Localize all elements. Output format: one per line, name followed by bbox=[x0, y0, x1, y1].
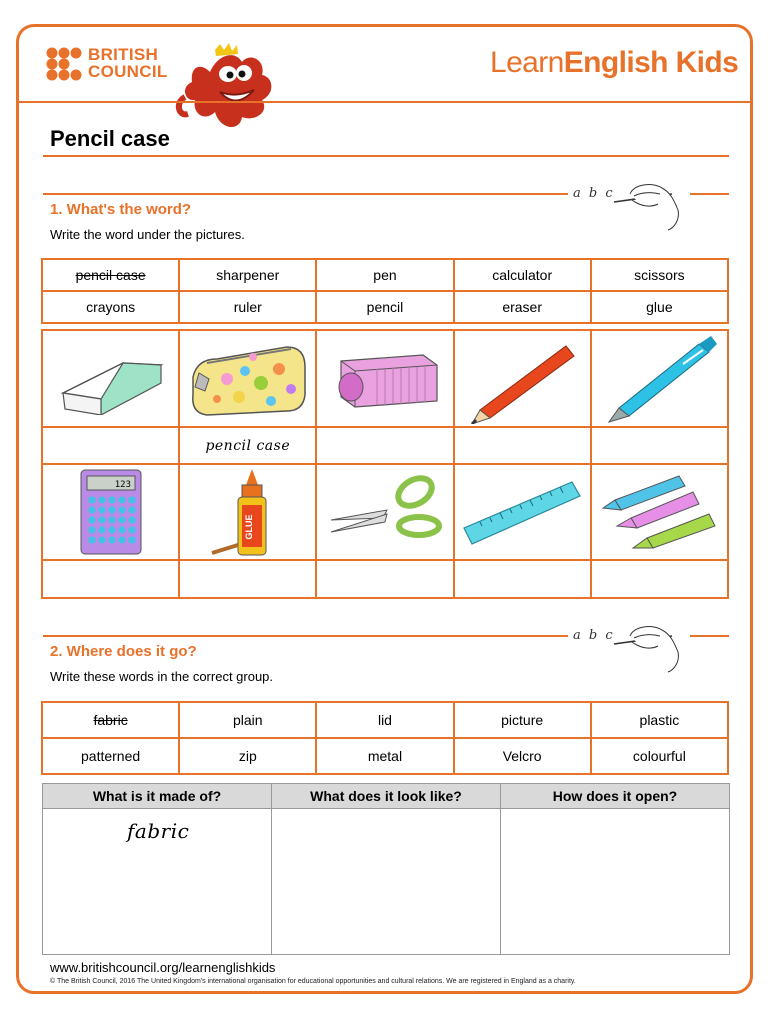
section2-word-bank bbox=[41, 701, 729, 775]
picture-cell bbox=[454, 464, 591, 560]
writing-hand-icon bbox=[612, 622, 682, 674]
word-bank-item: metal bbox=[316, 738, 453, 774]
section2-instruction: Write these words in the correct group. bbox=[50, 669, 274, 684]
word-bank-item: crayons bbox=[42, 291, 179, 323]
picture-cell bbox=[179, 464, 316, 560]
ruler-icon bbox=[460, 474, 584, 550]
british-council-wordmark bbox=[88, 46, 168, 80]
section1-word-bank bbox=[41, 258, 729, 324]
picture-cell bbox=[316, 464, 453, 560]
word-bank-item: plastic bbox=[591, 702, 728, 738]
group-header: What does it look like? bbox=[272, 784, 501, 809]
crayons-icon bbox=[597, 472, 721, 552]
sharpener-icon bbox=[327, 347, 442, 411]
abc-decoration-2: a b c bbox=[573, 628, 615, 643]
eraser-icon bbox=[53, 343, 168, 415]
header-divider bbox=[19, 101, 750, 103]
section1-picture-table bbox=[41, 329, 729, 599]
section2-rule-right bbox=[690, 635, 729, 637]
picture-cell bbox=[591, 464, 728, 560]
answer-cell[interactable] bbox=[316, 427, 453, 464]
answer-cell[interactable] bbox=[316, 560, 453, 598]
group-header: How does it open? bbox=[501, 784, 730, 809]
section1-rule-left bbox=[43, 193, 568, 195]
picture-cell bbox=[179, 330, 316, 427]
picture-cell bbox=[42, 464, 179, 560]
scissors-icon bbox=[323, 474, 447, 550]
pencil-case-icon bbox=[187, 339, 309, 419]
word-bank-item: colourful bbox=[591, 738, 728, 774]
british-council-logo-icon bbox=[46, 47, 82, 81]
section2-heading: 2. Where does it go? bbox=[50, 643, 197, 660]
section1-heading: 1. What's the word? bbox=[50, 201, 192, 218]
word-bank-item: eraser bbox=[454, 291, 591, 323]
word-bank-item: lid bbox=[316, 702, 453, 738]
groups-table bbox=[42, 783, 730, 955]
glue-label: GLUE bbox=[243, 514, 254, 540]
calculator-display: 123 bbox=[114, 480, 131, 490]
group-answer-cell[interactable] bbox=[501, 809, 730, 955]
answer-cell[interactable] bbox=[179, 560, 316, 598]
section1-instruction: Write the word under the pictures. bbox=[50, 227, 245, 242]
word-bank-item: patterned bbox=[42, 738, 179, 774]
answer-cell[interactable] bbox=[42, 560, 179, 598]
brand-light: Learn bbox=[490, 46, 564, 79]
word-bank-item: calculator bbox=[454, 259, 591, 291]
title-underline bbox=[43, 155, 729, 157]
section2-rule-left bbox=[43, 635, 568, 637]
word-bank-item: pencil bbox=[316, 291, 453, 323]
footer-url[interactable]: www.britishcouncil.org/learnenglishkids bbox=[50, 960, 276, 975]
picture-cell bbox=[591, 330, 728, 427]
answer-cell[interactable] bbox=[42, 427, 179, 464]
word-bank-item: plain bbox=[179, 702, 316, 738]
word-bank-item: glue bbox=[591, 291, 728, 323]
writing-hand-icon bbox=[612, 180, 682, 232]
word-bank-item: picture bbox=[454, 702, 591, 738]
group-header: What is it made of? bbox=[43, 784, 272, 809]
word-bank-item: scissors bbox=[591, 259, 728, 291]
answer-cell[interactable] bbox=[591, 427, 728, 464]
answer-cell[interactable] bbox=[454, 560, 591, 598]
answer-cell[interactable] bbox=[591, 560, 728, 598]
picture-cell bbox=[42, 330, 179, 427]
page-title: Pencil case bbox=[50, 126, 170, 151]
group-answer-cell[interactable] bbox=[43, 809, 272, 955]
word-bank-item: pencil case bbox=[42, 259, 179, 291]
footer-copyright: © The British Council, 2016 The United Kingdom's international organisation for educational opportunities and cultural relations. We are registered in England as a charity. bbox=[50, 978, 576, 985]
bc-word-2: COUNCIL bbox=[88, 62, 168, 81]
brand-bold: English Kids bbox=[563, 46, 739, 79]
pen-icon bbox=[599, 334, 719, 424]
word-bank-item: ruler bbox=[179, 291, 316, 323]
learnenglish-kids-logo bbox=[490, 46, 738, 80]
word-bank-item: Velcro bbox=[454, 738, 591, 774]
word-bank-item: fabric bbox=[42, 702, 179, 738]
word-bank-item: sharpener bbox=[179, 259, 316, 291]
group-answer-cell[interactable] bbox=[272, 809, 501, 955]
section1-rule-right bbox=[690, 193, 729, 195]
picture-cell bbox=[454, 330, 591, 427]
answer-cell[interactable]: pencil case bbox=[179, 427, 316, 464]
answer-cell[interactable] bbox=[454, 427, 591, 464]
calculator-icon bbox=[79, 468, 143, 556]
bc-word-1: BRITISH bbox=[88, 45, 159, 64]
pencil-icon bbox=[462, 334, 582, 424]
word-bank-item: pen bbox=[316, 259, 453, 291]
abc-decoration-1: a b c bbox=[573, 186, 615, 201]
picture-cell bbox=[316, 330, 453, 427]
group-answer-text: fabric bbox=[127, 819, 190, 843]
word-bank-item: zip bbox=[179, 738, 316, 774]
monster-mascot-icon bbox=[170, 42, 282, 134]
glue-icon bbox=[208, 467, 288, 557]
